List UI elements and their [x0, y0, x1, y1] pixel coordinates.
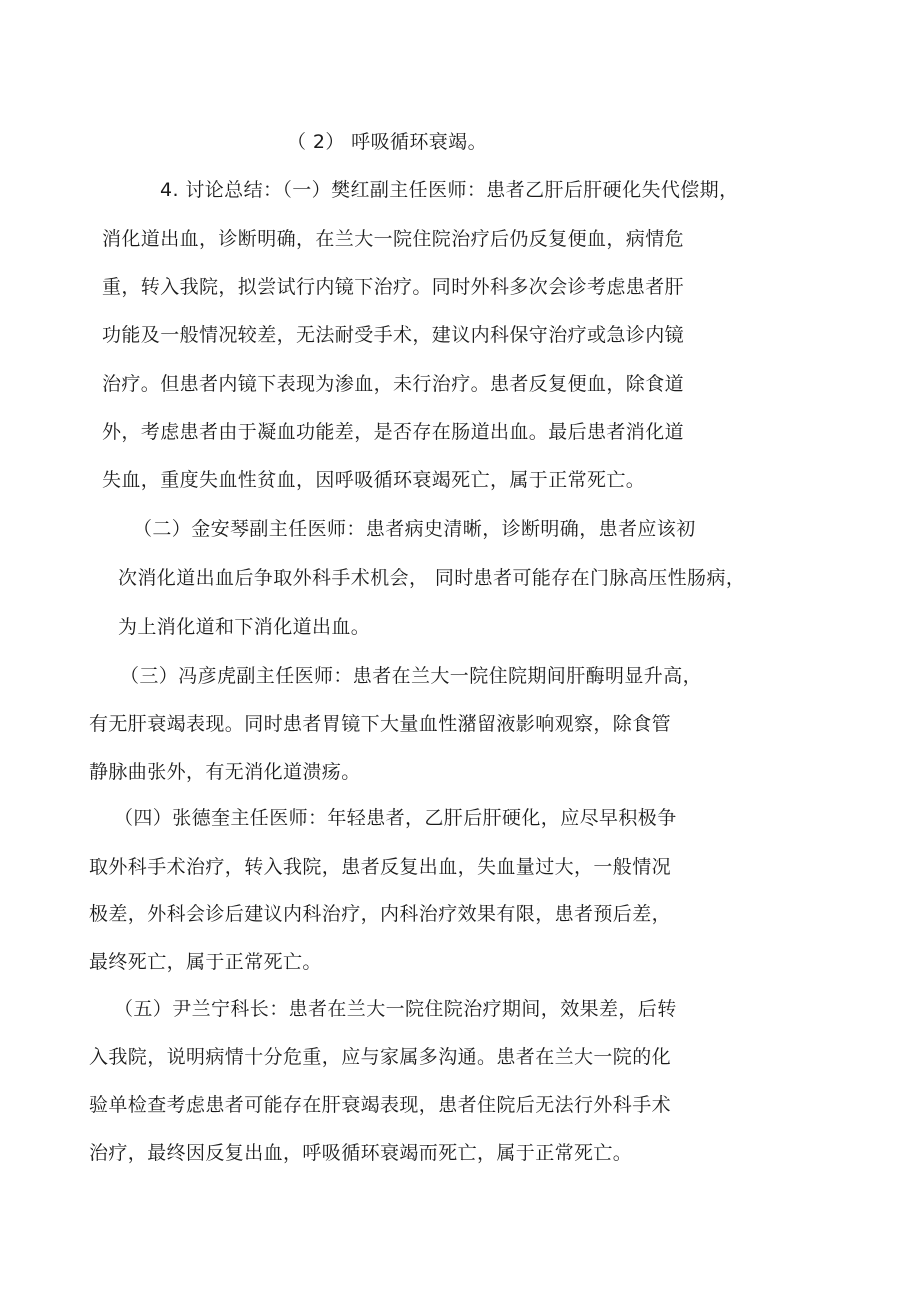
- text-line: 4. 讨论总结：（一）樊红副主任医师：患者乙肝后肝硬化失代偿期，: [160, 179, 739, 201]
- text-line: （四）张德奎主任医师：年轻患者，乙肝后肝硬化，应尽早积极争: [114, 807, 677, 829]
- text-line: 入我院，说明病情十分危重，应与家属多沟通。患者在兰大一院的化: [89, 1046, 672, 1068]
- text-line: （二）金安琴副主任医师：患者病史清晰，诊断明确，患者应该初: [133, 518, 696, 540]
- text-line: 外，考虑患者由于凝血功能差，是否存在肠道出血。最后患者消化道: [102, 421, 685, 443]
- text-line: （五）尹兰宁科长：患者在兰大一院住院治疗期间，效果差，后转: [114, 998, 677, 1020]
- text-line: 消化道出血，诊断明确，在兰大一院住院治疗后仍反复便血，病情危: [102, 228, 685, 250]
- text-line: 验单检查考虑患者可能存在肝衰竭表现，患者住院后无法行外科手术: [89, 1094, 672, 1116]
- text-line: 功能及一般情况较差，无法耐受手术，建议内科保守治疗或急诊内镜: [102, 324, 685, 346]
- text-line: 有无肝衰竭表现。同时患者胃镜下大量血性潴留液影响观察，除食管: [89, 713, 672, 735]
- text-line: 极差，外科会诊后建议内科治疗，内科治疗效果有限，患者预后差，: [89, 903, 672, 925]
- text-line: 最终死亡，属于正常死亡。: [89, 951, 322, 973]
- text-line: 治疗，最终因反复出血，呼吸循环衰竭而死亡，属于正常死亡。: [89, 1142, 633, 1164]
- text-line: （三）冯彦虎副主任医师：患者在兰大一院住院期间肝酶明显升高，: [120, 665, 703, 687]
- text-line: 重，转入我院，拟尝试行内镜下治疗。同时外科多次会诊考虑患者肝: [102, 276, 685, 298]
- text-line: 为上消化道和下消化道出血。: [118, 616, 371, 638]
- text-line: 取外科手术治疗，转入我院，患者反复出血，失血量过大，一般情况: [89, 856, 672, 878]
- text-line: 治疗。但患者内镜下表现为渗血，未行治疗。患者反复便血，除食道: [102, 373, 685, 395]
- text-line: （ 2） 呼吸循环衰竭。: [287, 131, 487, 153]
- text-line: 次消化道出血后争取外科手术机会， 同时患者可能存在门脉高压性肠病，: [118, 567, 746, 589]
- text-line: 静脉曲张外，有无消化道溃疡。: [89, 761, 361, 783]
- text-line: 失血，重度失血性贫血，因呼吸循环衰竭死亡，属于正常死亡。: [102, 469, 646, 491]
